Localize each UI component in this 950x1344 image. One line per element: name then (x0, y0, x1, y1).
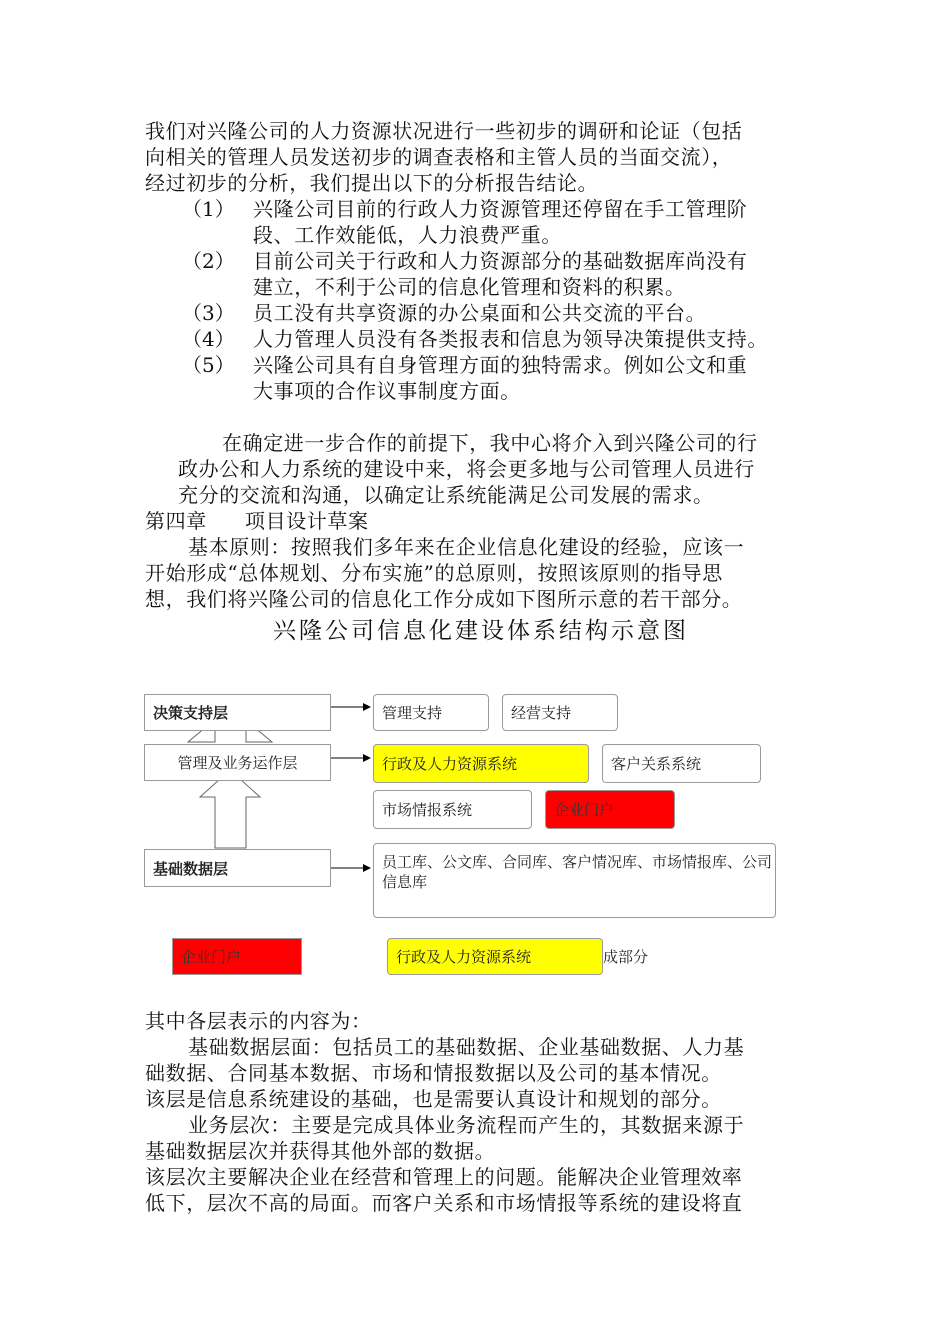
hr-system-box: 行政及人力资源系统 (373, 744, 589, 783)
decision-layer-box: 决策支持层 (144, 694, 331, 731)
explanation-heading: 其中各层表示的内容为： (145, 1009, 372, 1033)
crm-system-box: 客户关系系统 (602, 744, 761, 783)
finding-5-number: （5） (182, 353, 235, 377)
intro-line-3: 经过初步的分析，我们提出以下的分析报告结论。 (145, 171, 599, 195)
principle-line-3: 想，我们将兴隆公司的信息化工作分成如下图所示意的若干部分。 (145, 587, 743, 611)
principle-line-2: 开始形成“总体规划、分布实施”的总原则，按照该原则的指导思 (145, 561, 723, 585)
base-layer-box: 基础数据层 (144, 849, 331, 887)
finding-5-line-1: 兴隆公司具有自身管理方面的独特需求。例如公文和重 (253, 353, 748, 377)
cooperation-line-1: 在确定进一步合作的前提下，我中心将介入到兴隆公司的行 (222, 431, 758, 455)
cooperation-line-2: 政办公和人力系统的建设中来，将会更多地与公司管理人员进行 (178, 457, 755, 481)
finding-2-line-2: 建立，不利于公司的信息化管理和资料的积累。 (253, 275, 686, 299)
lower-block-arrow (200, 770, 260, 848)
base-layer-line-1: 基础数据层面：包括员工的基础数据、企业基础数据、人力基 (188, 1035, 745, 1059)
finding-4-number: （4） (182, 327, 235, 351)
finding-1-number: （1） (182, 197, 235, 221)
finding-3-number: （3） (182, 301, 235, 325)
management-support-box: 管理支持 (373, 694, 489, 731)
principle-line-1: 基本原则：按照我们多年来在企业信息化建设的经验，应该一 (188, 535, 745, 559)
business-support-box: 经营支持 (502, 694, 618, 731)
database-box: 员工库、公文库、合同库、客户情况库、市场情报库、公司信息库 (373, 843, 776, 918)
finding-1-line-2: 段、工作效能低，人力浪费严重。 (253, 223, 562, 247)
legend-suffix-text: 成部分 (603, 948, 649, 966)
intro-line-2: 向相关的管理人员发送初步的调查表格和主管人员的当面交流）， (145, 145, 733, 169)
finding-1-line-1: 兴隆公司目前的行政人力资源管理还停留在手工管理阶 (253, 197, 748, 221)
business-layer-line-1: 业务层次：主要是完成具体业务流程而产生的，其数据来源于 (188, 1113, 745, 1137)
legend-portal-box: 企业门户 (172, 938, 302, 975)
enterprise-portal-box: 企业门户 (545, 790, 675, 829)
business-layer-line-3: 该层次主要解决企业在经营和管理上的问题。能解决企业管理效率 (145, 1165, 743, 1189)
base-layer-line-3: 该层是信息系统建设的基础，也是需要认真设计和规划的部分。 (145, 1087, 722, 1111)
diagram-title: 兴隆公司信息化建设体系结构示意图 (273, 618, 689, 644)
market-intelligence-box: 市场情报系统 (373, 790, 532, 829)
base-layer-line-2: 础数据、合同基本数据、市场和情报数据以及公司的基本情况。 (145, 1061, 722, 1085)
finding-2-line-1: 目前公司关于行政和人力资源部分的基础数据库尚没有 (253, 249, 748, 273)
chapter-number: 第四章 (145, 509, 207, 533)
finding-3-line-1: 员工没有共享资源的办公桌面和公共交流的平台。 (253, 301, 707, 325)
finding-4-line-1: 人力管理人员没有各类报表和信息为领导决策提供支持。 (253, 327, 768, 351)
finding-2-number: （2） (182, 249, 235, 273)
cooperation-line-3: 充分的交流和沟通，以确定让系统能满足公司发展的需求。 (178, 483, 714, 507)
business-layer-line-2: 基础数据层次并获得其他外部的数据。 (145, 1139, 496, 1163)
legend-hr-system-box: 行政及人力资源系统 (387, 938, 603, 975)
operation-layer-box: 管理及业务运作层 (144, 744, 331, 781)
intro-line-1: 我们对兴隆公司的人力资源状况进行一些初步的调研和论证（包括 (145, 119, 743, 143)
finding-5-line-2: 大事项的合作议事制度方面。 (253, 379, 521, 403)
chapter-title: 项目设计草案 (245, 509, 369, 533)
business-layer-line-4: 低下，层次不高的局面。而客户关系和市场情报等系统的建设将直 (145, 1191, 743, 1215)
